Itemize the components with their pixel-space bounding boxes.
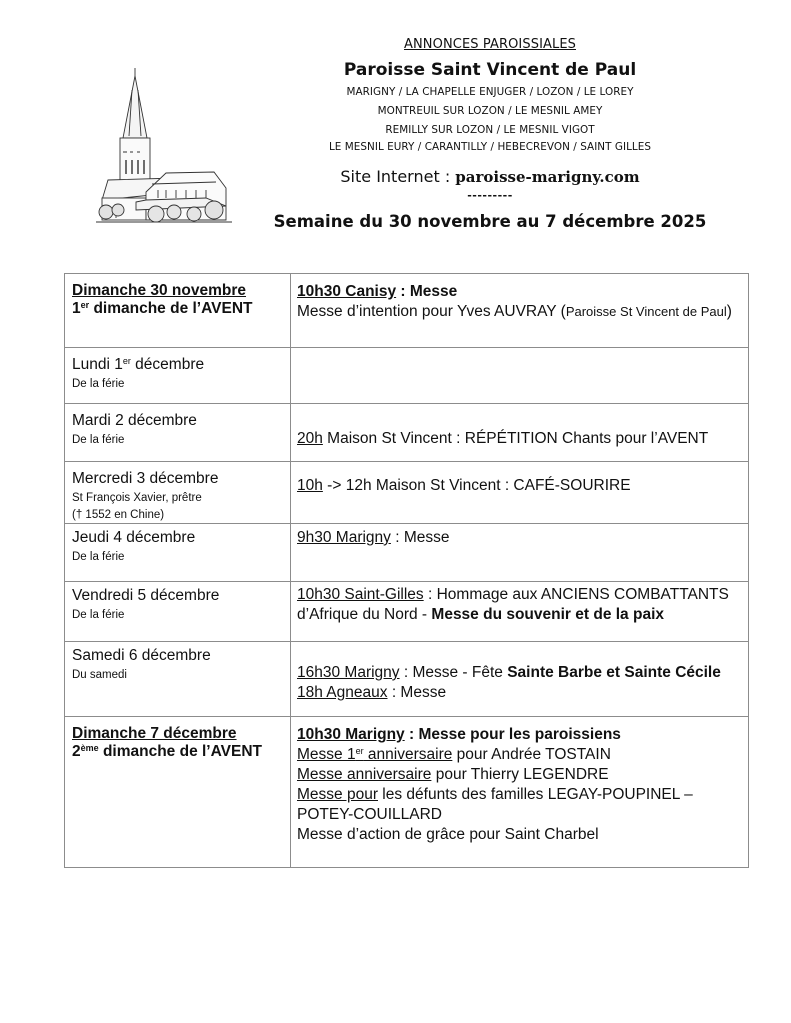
communes-line-2: MONTREUIL SUR LOZON / LE MESNIL AMEY — [377, 105, 603, 117]
day-name: Jeudi 4 décembre — [72, 529, 196, 546]
day-cell — [65, 404, 291, 462]
day-subtitle-2: († 1552 en Chine) — [72, 509, 165, 521]
event-line: 10h -> 12h Maison St Vincent : CAFÉ-SOURIRE — [297, 477, 631, 494]
communes-line-3: REMILLY SUR LOZON / LE MESNIL VIGOT — [385, 124, 595, 136]
day-name: Mercredi 3 décembre — [72, 470, 219, 487]
event-line: 10h30 Marigny : Messe pour les paroissiens — [297, 726, 621, 743]
table-row — [65, 717, 749, 868]
table-row — [65, 404, 749, 462]
event-line: Messe pour les défunts des familles LEGAY-POUPINEL – — [297, 786, 693, 803]
day-cell — [65, 582, 291, 642]
communes-line-4: LE MESNIL EURY / CARANTILLY / HEBECREVON / SAINT GILLES — [328, 141, 652, 153]
communes-line-1: MARIGNY / LA CHAPELLE ENJUGER / LOZON / LE LOREY — [346, 86, 634, 98]
table-row — [65, 348, 749, 404]
event-line: 16h30 Marigny : Messe - Fête Sainte Barbe et Sainte Cécile — [297, 664, 721, 681]
day-cell — [65, 462, 291, 524]
day-subtitle: Du samedi — [72, 669, 127, 681]
document-title: ANNONCES PAROISSIALES — [403, 37, 576, 52]
events-cell — [291, 582, 749, 642]
day-subtitle: De la férie — [72, 551, 125, 563]
day-cell — [65, 717, 291, 868]
liturgical-day: 2ème dimanche de l’AVENT — [72, 743, 262, 760]
event-line: d’Afrique du Nord - Messe du souvenir et de la paix — [297, 606, 664, 623]
day-subtitle: De la férie — [72, 434, 125, 446]
table-row — [65, 274, 749, 348]
event-line: Messe d’intention pour Yves AUVRAY (Paroisse St Vincent de Paul) — [297, 303, 732, 320]
events-cell — [291, 404, 749, 462]
weekly-schedule-table — [64, 273, 749, 868]
events-cell — [291, 274, 749, 348]
events-cell — [291, 524, 749, 582]
day-cell — [65, 642, 291, 717]
events-cell — [291, 348, 749, 404]
table-row — [65, 582, 749, 642]
day-name: Vendredi 5 décembre — [72, 587, 220, 604]
website-line — [260, 167, 720, 186]
day-cell — [65, 348, 291, 404]
event-line: 20h Maison St Vincent : RÉPÉTITION Chants pour l’AVENT — [297, 430, 709, 447]
event-line: 18h Agneaux : Messe — [297, 684, 447, 701]
separator: --------- — [467, 189, 513, 202]
table-row — [65, 462, 749, 524]
event-line: Messe anniversaire pour Thierry LEGENDRE — [297, 766, 609, 783]
day-subtitle: De la férie — [72, 609, 125, 621]
event-line: Messe d’action de grâce pour Saint Charbel — [297, 826, 599, 843]
events-cell — [291, 642, 749, 717]
event-line: 9h30 Marigny : Messe — [297, 529, 450, 546]
liturgical-day: 1er dimanche de l’AVENT — [72, 300, 253, 317]
day-subtitle: St François Xavier, prêtre — [72, 492, 202, 504]
event-line: Messe 1er anniversaire pour Andrée TOSTAIN — [297, 746, 611, 763]
events-cell — [291, 462, 749, 524]
day-cell — [65, 524, 291, 582]
day-name: Dimanche 30 novembre — [72, 282, 247, 299]
table-row — [65, 524, 749, 582]
week-title: Semaine du 30 novembre au 7 décembre 2025 — [273, 212, 707, 231]
event-line: 10h30 Canisy : Messe — [297, 283, 458, 300]
day-cell — [65, 274, 291, 348]
website-link[interactable]: paroisse-marigny.com — [455, 168, 640, 186]
day-name: Mardi 2 décembre — [72, 412, 197, 429]
day-name: Samedi 6 décembre — [72, 647, 211, 664]
church-drawing-icon — [96, 60, 296, 225]
events-cell — [291, 717, 749, 868]
table-row — [65, 642, 749, 717]
event-line: POTEY-COUILLARD — [297, 806, 442, 823]
website-label: Site Internet : — [340, 167, 456, 186]
day-name: Lundi 1er décembre — [72, 356, 205, 373]
day-subtitle: De la férie — [72, 378, 125, 390]
event-line: 10h30 Saint-Gilles : Hommage aux ANCIENS COMBATTANTS — [297, 586, 729, 603]
parish-name: Paroisse Saint Vincent de Paul — [343, 60, 637, 80]
day-name: Dimanche 7 décembre — [72, 725, 237, 742]
